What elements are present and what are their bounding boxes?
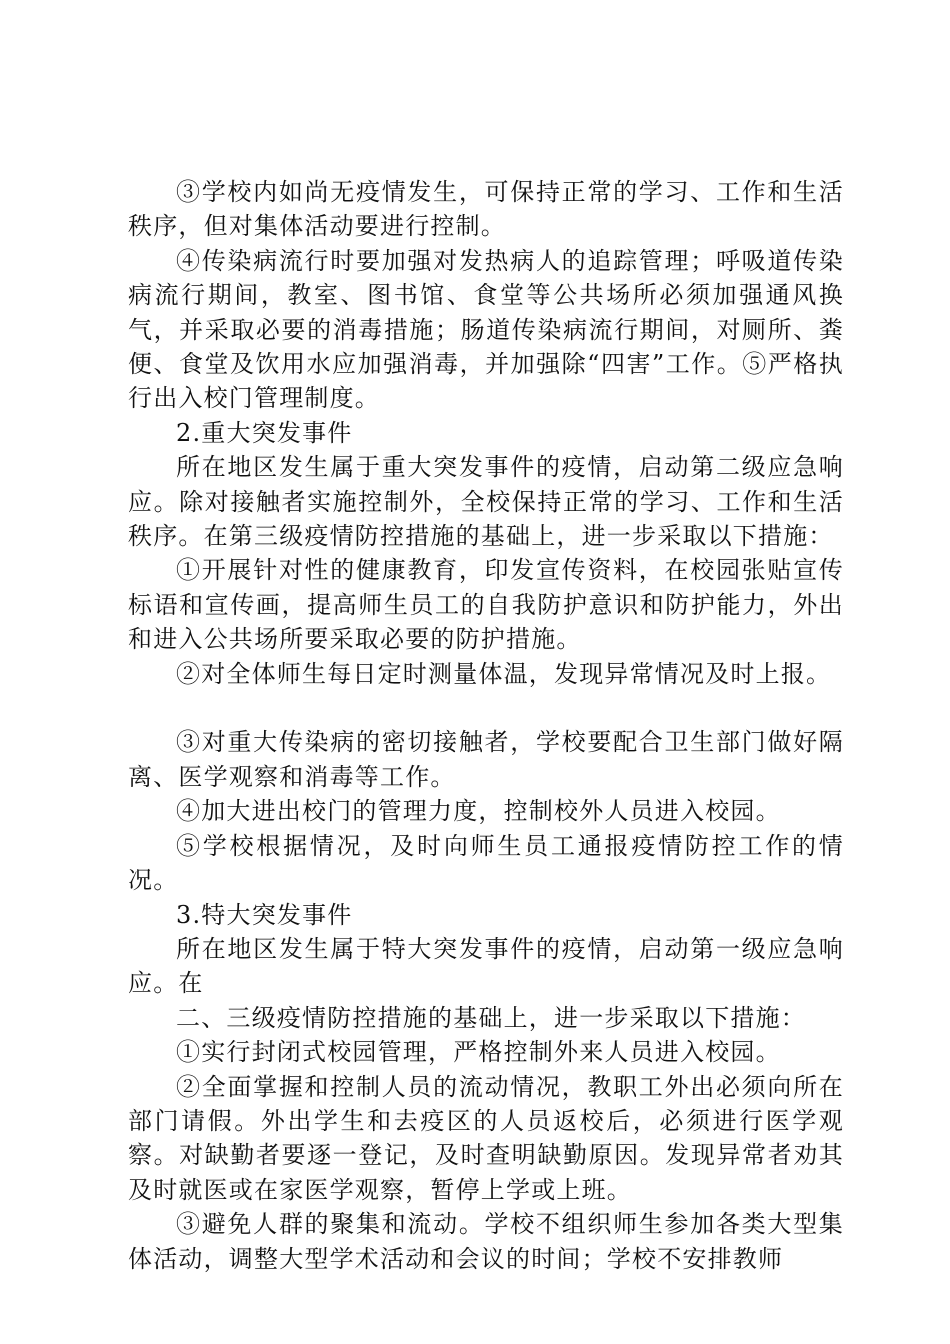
- paragraph-major-emergency-intro: 所在地区发生属于重大突发事件的疫情，启动第二级应急响应。除对接触者实施控制外，全校保持正常的学习、工作和生活秩序。在第三级疫情防控措施的基础上，进一步采取以下措施：: [128, 453, 844, 551]
- section-heading-major-emergency: 2.重大突发事件: [176, 418, 353, 447]
- paragraph-major-item-4: ④加大进出校门的管理力度，控制校外人员进入校园。: [176, 797, 781, 826]
- paragraph-extraordinary-item-1: ①实行封闭式校园管理，严格控制外来人员进入校园。: [176, 1038, 781, 1067]
- paragraph-extraordinary-intro: 所在地区发生属于特大突发事件的疫情，启动第一级应急响应。在: [128, 934, 844, 998]
- blank-line: [128, 691, 844, 725]
- paragraph-extraordinary-item-3: ③避免人群的聚集和流动。学校不组织师生参加各类大型集体活动，调整大型学术活动和会议的时间；学校不安排教师: [128, 1210, 844, 1273]
- paragraph-item-4-5-epidemic-management: ④传染病流行时要加强对发热病人的追踪管理；呼吸道传染病流行期间，教室、图书馆、食堂等公共场所必须加强通风换气，并采取必要的消毒措施；肠道传染病流行期间，对厕所、粪便、食堂及饮用水应加强消毒，并加强除“四害”工作。⑤严格执行出入校门管理制度。: [128, 246, 844, 413]
- document-body: [128, 175, 844, 1276]
- section-heading-extraordinary-emergency: 3.特大突发事件: [176, 900, 353, 929]
- paragraph-extraordinary-intro-continued: 二、三级疫情防控措施的基础上，进一步采取以下措施：: [176, 1003, 806, 1032]
- paragraph-extraordinary-item-2: ②全面掌握和控制人员的流动情况，教职工外出必须向所在部门请假。外出学生和去疫区的人员返校后，必须进行医学观察。对缺勤者要逐一登记，及时查明缺勤原因。发现异常者劝其及时就医或在家医学观察，暂停上学或上班。: [128, 1072, 844, 1204]
- paragraph-major-item-3: ③对重大传染病的密切接触者，学校要配合卫生部门做好隔离、医学观察和消毒等工作。: [128, 728, 844, 791]
- paragraph-major-item-2: ②对全体师生每日定时测量体温，发现异常情况及时上报。: [176, 659, 832, 688]
- paragraph-major-item-5: ⑤学校根据情况，及时向师生员工通报疫情防控工作的情况。: [128, 831, 844, 895]
- paragraph-item-3-no-outbreak: ③学校内如尚无疫情发生，可保持正常的学习、工作和生活秩序，但对集体活动要进行控制。: [128, 178, 844, 241]
- paragraph-major-item-1: ①开展针对性的健康教育，印发宣传资料，在校园张贴宣传标语和宣传画，提高师生员工的自我防护意识和防护能力，外出和进入公共场所要采取必要的防护措施。: [128, 556, 844, 654]
